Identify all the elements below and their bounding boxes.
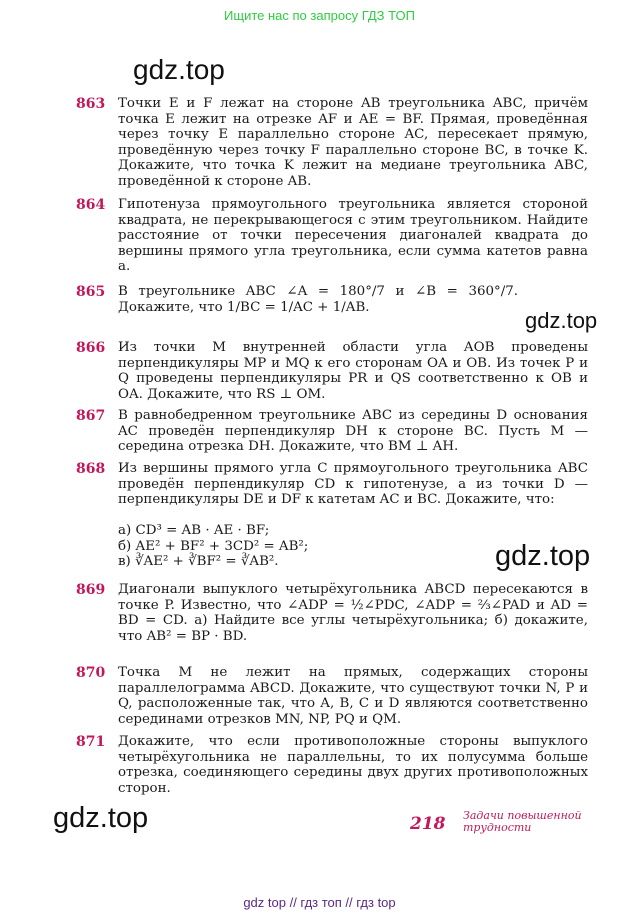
subitem: б) AE² + BF² + 3CD² = AB²;	[118, 538, 309, 554]
problem-number: 867	[76, 408, 106, 424]
page-number: 218	[410, 814, 446, 834]
problem-text: Точка M не лежит на прямых, содержащих стороны параллелограмма ABCD. Докажите, что существуют точки N, P и Q, расположенные так, что A, B, C и D являются соответственно серединами отрезков MN, NP, PQ и QM.	[118, 665, 588, 727]
problem-number: 871	[76, 734, 106, 750]
problem-number: 870	[76, 665, 106, 681]
subitem: а) CD³ = AB · AE · BF;	[118, 523, 270, 538]
problem-number: 869	[76, 582, 106, 598]
problem-number: 863	[76, 96, 106, 112]
watermark: gdz.top	[525, 308, 598, 333]
problem-number: 864	[76, 197, 106, 213]
subitem: в) ∛AE² + ∛BF² = ∛AB².	[118, 554, 279, 570]
problem-text: Гипотенуза прямоугольного треугольника является стороной квадрата, не перекрывающегося с этим треугольником. Найдите расстояние от точки пересечения диагоналей квадрата до вершины прямого угла треугольника, если сумма катетов равна a.	[118, 197, 588, 275]
problem-text: Точки E и F лежат на стороне AB треугольника ABC, причём точка E лежит на отрезке AF и AE = BF. Прямая, проведённая через точку E параллельно стороне AC, пересекает прямую, проведённую через точку F параллельно стороне BC, в точке K. Докажите, что точка K лежит на медиане треугольника ABC, проведённой к стороне AB.	[118, 96, 588, 189]
problem-text: В равнобедренном треугольнике ABC из середины D основания AC проведён перпендикуляр DH к стороне BC. Пусть M — середина отрезка DH. Докажите, что BM ⊥ AH.	[118, 408, 588, 455]
problem-number: 868	[76, 461, 106, 477]
section-title: Задачи повышенной трудности	[463, 809, 582, 834]
problem-number: 866	[76, 340, 106, 356]
watermark: gdz.top	[53, 802, 149, 834]
problem-text: В треугольнике ABC ∠A = 180°/7 и ∠B = 360°/7. Докажите, что 1/BC = 1/AC + 1/AB.	[118, 284, 518, 315]
top-banner[interactable]: Ищите нас по запросу ГДЗ ТОП	[224, 8, 415, 23]
watermark: gdz.top	[495, 540, 591, 572]
problem-text: Из точки M внутренней области угла AOB проведены перпендикуляры MP и MQ к его сторонам OA и OB. Из точек P и Q проведены перпендикуляры PR и QS соответственно к OB и OA. Докажите, что RS ⊥ OM.	[118, 340, 588, 402]
watermark: gdz.top	[133, 54, 225, 85]
problem-text: Диагонали выпуклого четырёхугольника ABCD пересекаются в точке P. Известно, что ∠ADP = ½∠PDC, ∠ADP = ⅔∠PAD и AD = BD = CD. а) Найдите все углы четырёхугольника; б) докажите, что AB² = BP · BD.	[118, 582, 588, 644]
problem-number: 865	[76, 284, 106, 300]
problem-text: Из вершины прямого угла C прямоугольного треугольника ABC проведён перпендикуляр CD к гипотенузе, а из точки D — перпендикуляры DE и DF к катетам AC и BC. Докажите, что:	[118, 461, 588, 508]
problem-text: Докажите, что если противоположные стороны выпуклого четырёхугольника не параллельны, то их полусумма больше отрезка, соединяющего середины двух других противоположных сторон.	[118, 734, 588, 796]
bottom-links[interactable]: gdz top // гдз топ // гдз top	[243, 895, 396, 910]
